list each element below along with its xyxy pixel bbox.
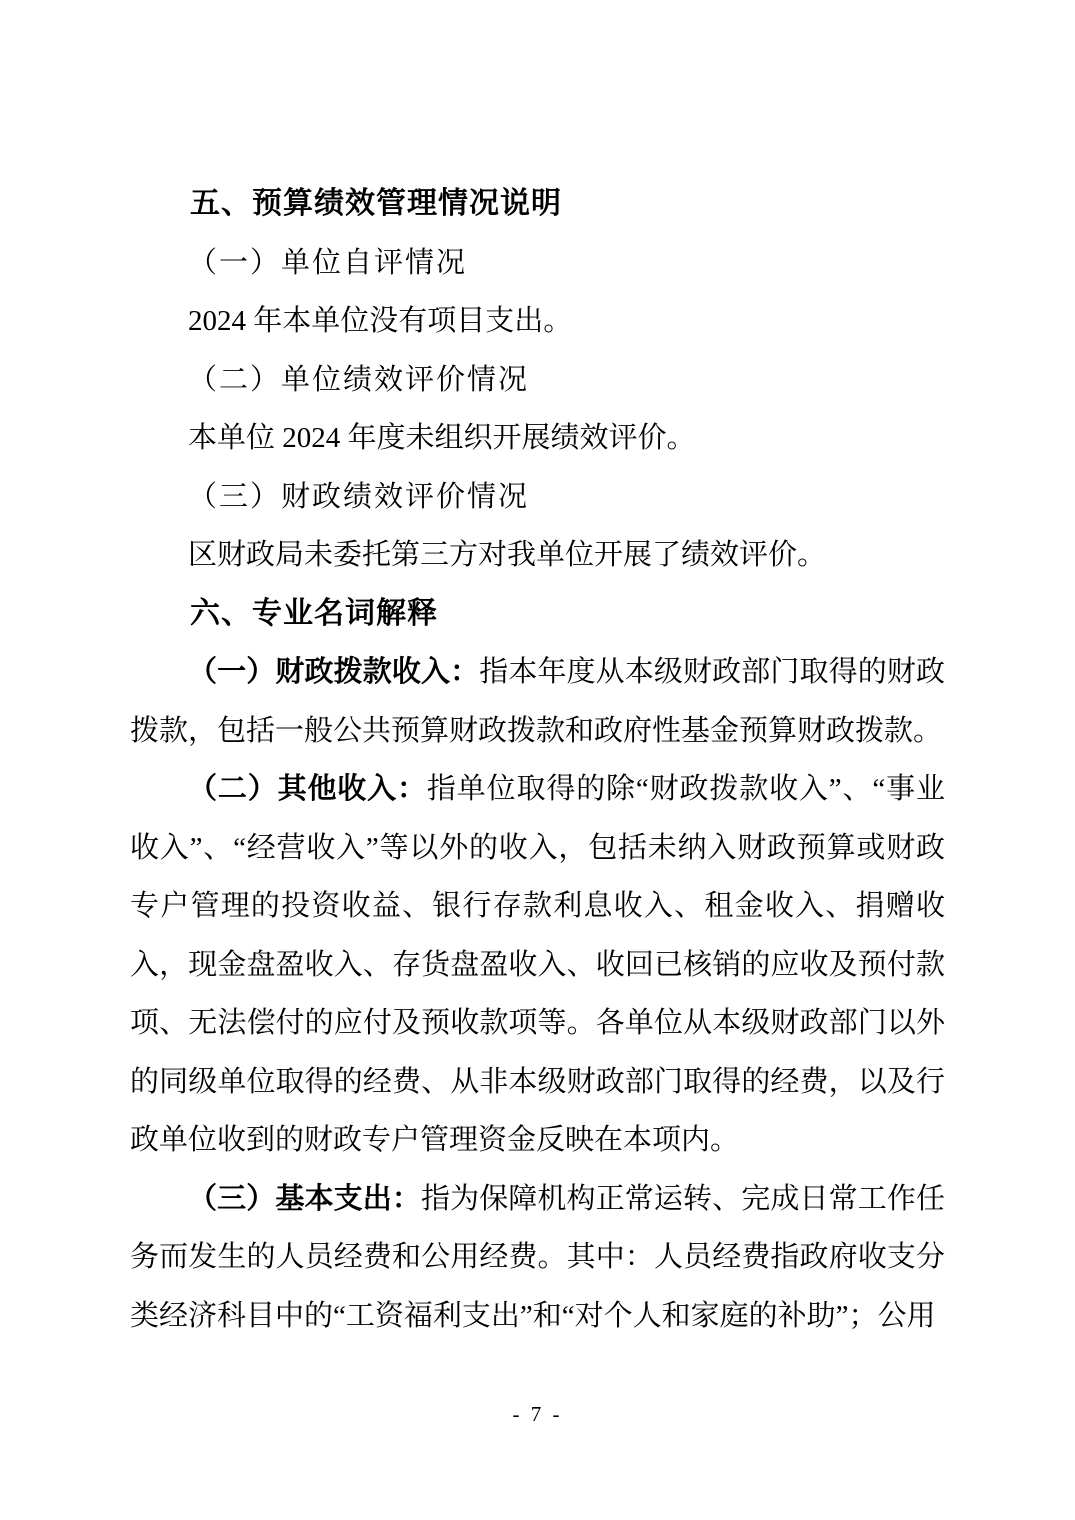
page-number: - 7 -: [512, 1402, 563, 1426]
paragraph-self-evaluation: 2024 年本单位没有项目支出。: [188, 305, 573, 337]
term-definition-other-income: 指单位取得的除“财政拨款收入”、“事业收入”、“经营收入”等以外的收入，包括未纳入财政预算或财政专户管理的投资收益、银行存款利息收入、租金收入、捐赠收入，现金盘盈收入、存货盘盈收入、收回已核销的应收及预付款项、无法偿付的应付及预收款项等。各单位从本级财政部门以外的同级单位取得的经费、从非本级财政部门取得的经费，以及行政单位收到的财政专户管理资金反映在本项内。: [130, 773, 945, 1156]
term-lead-other-income: （二）其他收入：: [188, 773, 427, 805]
section-heading-terminology: 六、专业名词解释: [190, 596, 438, 630]
term-definition-fiscal-appropriation-income: 指本年度从本级财政部门取得的财政拨款，包括一般公共预算财政拨款和政府性基金预算财政拨款。: [130, 656, 945, 747]
document-body: [130, 175, 945, 1345]
subsection-heading-unit-performance-evaluation: （二）单位绩效评价情况: [188, 363, 530, 396]
term-lead-fiscal-appropriation-income: （一）财政拨款收入：: [188, 656, 480, 688]
term-lead-basic-expenditure: （三）基本支出：: [188, 1182, 421, 1215]
subsection-heading-self-evaluation: （一）单位自评情况: [188, 246, 468, 279]
paragraph-term-other-income: [130, 760, 945, 1170]
paragraph-unit-performance-evaluation: 本单位 2024 年度未组织开展绩效评价。: [188, 422, 696, 454]
term-definition-basic-expenditure: 指为保障机构正常运转、完成日常工作任务而发生的人员经费和公用经费。其中：人员经费指政府收支分类经济科目中的“工资福利支出”和“对个人和家庭的补助”；公用: [130, 1182, 945, 1332]
subsection-heading-fiscal-performance-evaluation: （三）财政绩效评价情况: [188, 480, 530, 513]
paragraph-term-basic-expenditure: [130, 1170, 945, 1346]
paragraph-term-fiscal-appropriation-income: [130, 643, 945, 760]
section-heading-budget-performance: 五、预算绩效管理情况说明: [190, 187, 562, 220]
paragraph-fiscal-performance-evaluation: 区财政局未委托第三方对我单位开展了绩效评价。: [188, 539, 827, 571]
